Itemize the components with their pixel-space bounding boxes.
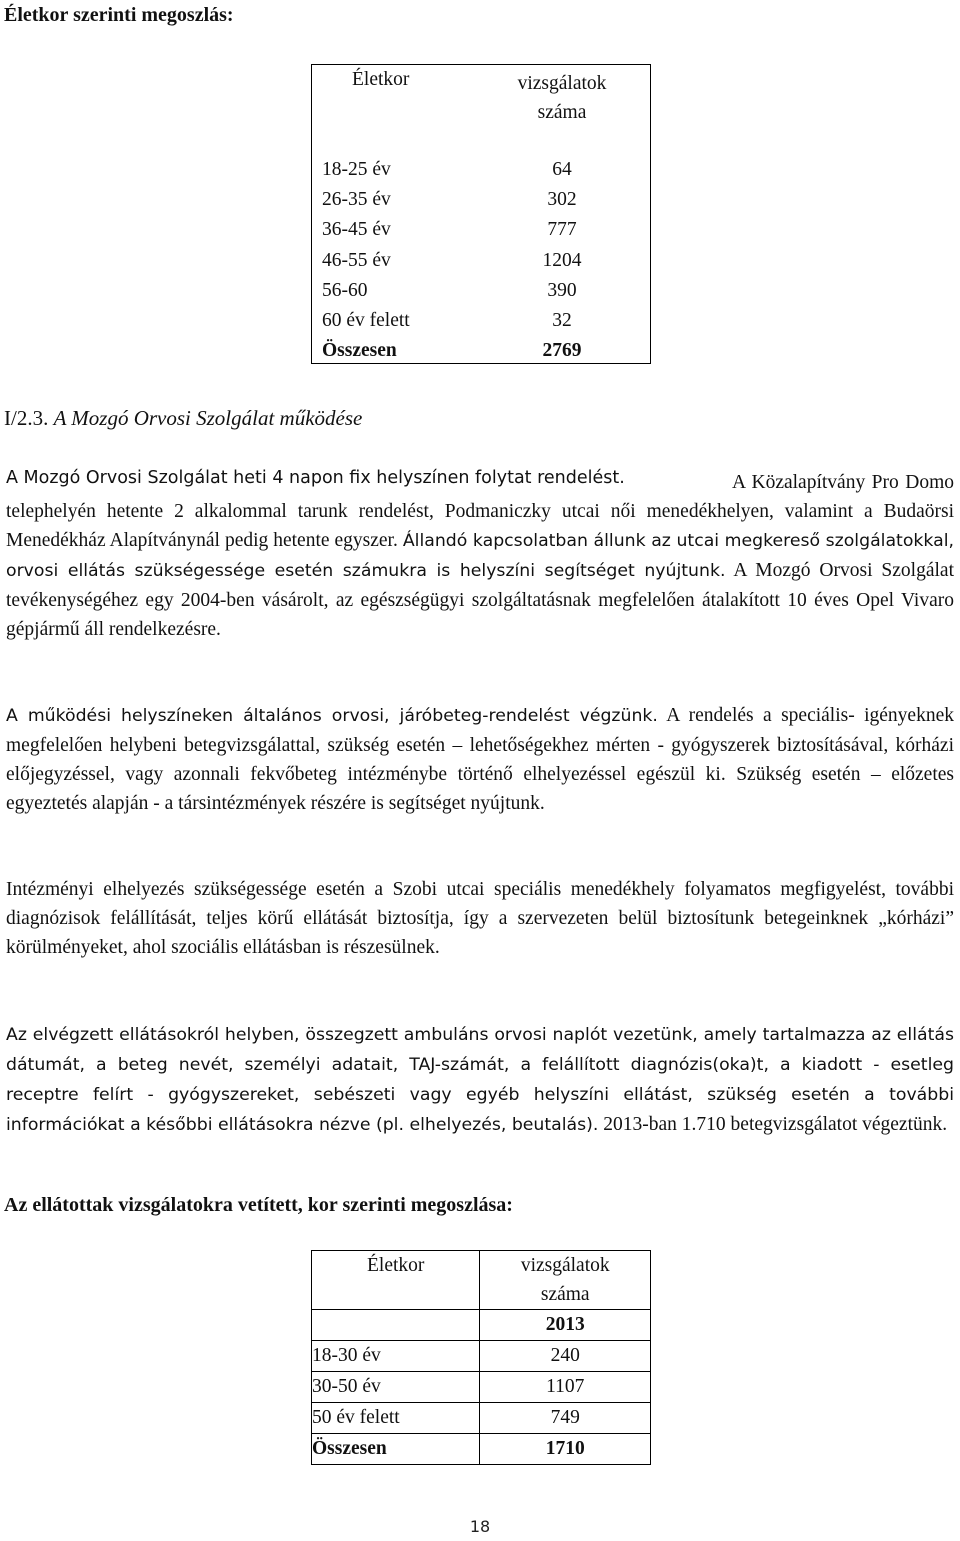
p3-text: Intézményi elhelyezés szükségessége esetén a Szobi utcai speciális menedékhely folyamatos megfigyelést, további diagnózisok felállítását, teljes körű ellátását biztosítja, így a szervezeten belül biztosítunk betegeinknek „kórházi” körülményeket, ahol szociális ellátásban is részesülnek. (6, 879, 954, 958)
p4-serif-text: 2013-ban 1.710 betegvizsgálatot végeztünk. (603, 1114, 948, 1135)
age-cell: 18-30 év (312, 1341, 480, 1372)
count-cell: 1204 (542, 249, 582, 271)
count-cell: 240 (480, 1341, 651, 1372)
table-row (322, 185, 642, 215)
table1-col2-header (492, 69, 632, 127)
page-number: 18 (469, 1517, 491, 1536)
section-title (4, 406, 362, 431)
table-row (322, 215, 642, 245)
empty-cell (312, 1310, 480, 1341)
count-cell: 32 (552, 310, 572, 332)
p2-serif-text: A rendelés a speciális- igényeknek megfelelően helybeni betegvizsgálattal, szükség esetén – lehetőségekhez mérten - gyógyszerek biztosításával, kórházi előjegyzéssel, vagy azonnali fekvőbeteg intézménybe történő elhelyezéssel egészül ki. Szükség esetén – előzetes egyeztetés alapján - a társintézmények részére is segítséget nyújtunk. (6, 705, 954, 814)
total-label: Összesen (322, 340, 397, 362)
table-total-row (322, 336, 642, 366)
table-header-row (312, 1251, 651, 1310)
age-cell: 26-35 év (322, 189, 391, 211)
p1-serif-text-2: A Mozgó Orvosi Szolgálat tevékenységéhez egy 2004-ben vásárolt, az egészségügyi szolgáltatásnak megfelelően átalakított 10 éves Opel Vivaro gépjármű áll rendelkezésre. (6, 560, 954, 640)
year-cell: 2013 (480, 1310, 651, 1341)
age-cell: 56-60 (322, 279, 368, 301)
table2-col2-header-line2: száma (540, 1284, 590, 1305)
total-value: 2769 (542, 340, 582, 362)
p4-sans-text: Az elvégzett ellátásokról helyben, összegzett ambuláns orvosi naplót vezetünk, amely tartalmazza az ellátás dátumát, a beteg nevét, személyi adatait, TAJ-számát, a felállított diagnózis(oka)t, a kiadott - esetleg receptre felírt - gyógyszereket, sebészeti vagy egyéb helyszíni ellátást, szükség esetén a további információkat a későbbi ellátásokra nézve (pl. elhelyezés, beutalás). (6, 1025, 954, 1135)
p1-serif-text: A Közalapítvány Pro Domo telephelyén hetente 2 alkalommal tarunk rendelést, Podmaniczky utcai női menedékhelyen, valamint a Budaörsi Menedékház Alapítványnál pedig hetente egyszer. (6, 472, 954, 551)
heading-examinations-by-age: Az ellátottak vizsgálatokra vetített, kor szerinti megoszlása: (4, 1194, 513, 1216)
table-row (322, 306, 642, 336)
table2-col2-header (480, 1251, 651, 1310)
table1-col1-header: Életkor (352, 69, 410, 90)
count-cell: 749 (480, 1403, 651, 1434)
section-title-text: A Mozgó Orvosi Szolgálat működése (53, 406, 363, 430)
age-cell: 46-55 év (322, 249, 391, 271)
table-row (312, 1372, 651, 1403)
total-label: Összesen (312, 1434, 480, 1465)
table1-body (322, 155, 642, 366)
count-cell: 777 (547, 219, 577, 241)
total-value: 1710 (480, 1434, 651, 1465)
count-cell: 1107 (480, 1372, 651, 1403)
p1-sans-text: Állandó kapcsolatban állunk az utcai megkereső szolgálatokkal, orvosi ellátás szükségessége esetén számukra is helyszíni segítséget nyújtunk. (6, 531, 954, 581)
section-number: I/2.3. (4, 406, 49, 430)
age-cell: 50 év felett (312, 1403, 480, 1434)
age-cell: 30-50 év (312, 1372, 480, 1403)
table1-col2-header-line2: száma (537, 102, 587, 123)
count-cell: 64 (552, 159, 572, 180)
paragraph-3 (6, 875, 954, 962)
age-cell: 18-25 év (322, 159, 391, 180)
table-year-row (312, 1310, 651, 1341)
table1-col2-header-line1: vizsgálatok (517, 73, 607, 94)
paragraph-4 (6, 1020, 954, 1140)
table2-col2-header-line1: vizsgálatok (520, 1255, 610, 1276)
heading-age-distribution: Életkor szerinti megoszlás: (4, 4, 234, 26)
age-cell: 36-45 év (322, 219, 391, 241)
intro-sentence: A Mozgó Orvosi Szolgálat heti 4 napon fix helyszínen folytat rendelést. (6, 468, 625, 488)
table-row (322, 155, 642, 185)
table-row (322, 246, 642, 276)
paragraph-1 (6, 468, 954, 644)
paragraph-2 (6, 701, 954, 818)
table-row (312, 1341, 651, 1372)
count-cell: 390 (547, 279, 577, 301)
age-distribution-table (311, 64, 651, 364)
table2-col1-header: Életkor (312, 1251, 480, 1310)
table-row (322, 276, 642, 306)
count-cell: 302 (547, 189, 577, 211)
age-cell: 60 év felett (322, 310, 410, 332)
examinations-by-age-table (311, 1250, 651, 1465)
p2-sans-text: A működési helyszíneken általános orvosi, járóbeteg-rendelést végzünk. (6, 706, 658, 726)
table-total-row (312, 1434, 651, 1465)
table-row (312, 1403, 651, 1434)
